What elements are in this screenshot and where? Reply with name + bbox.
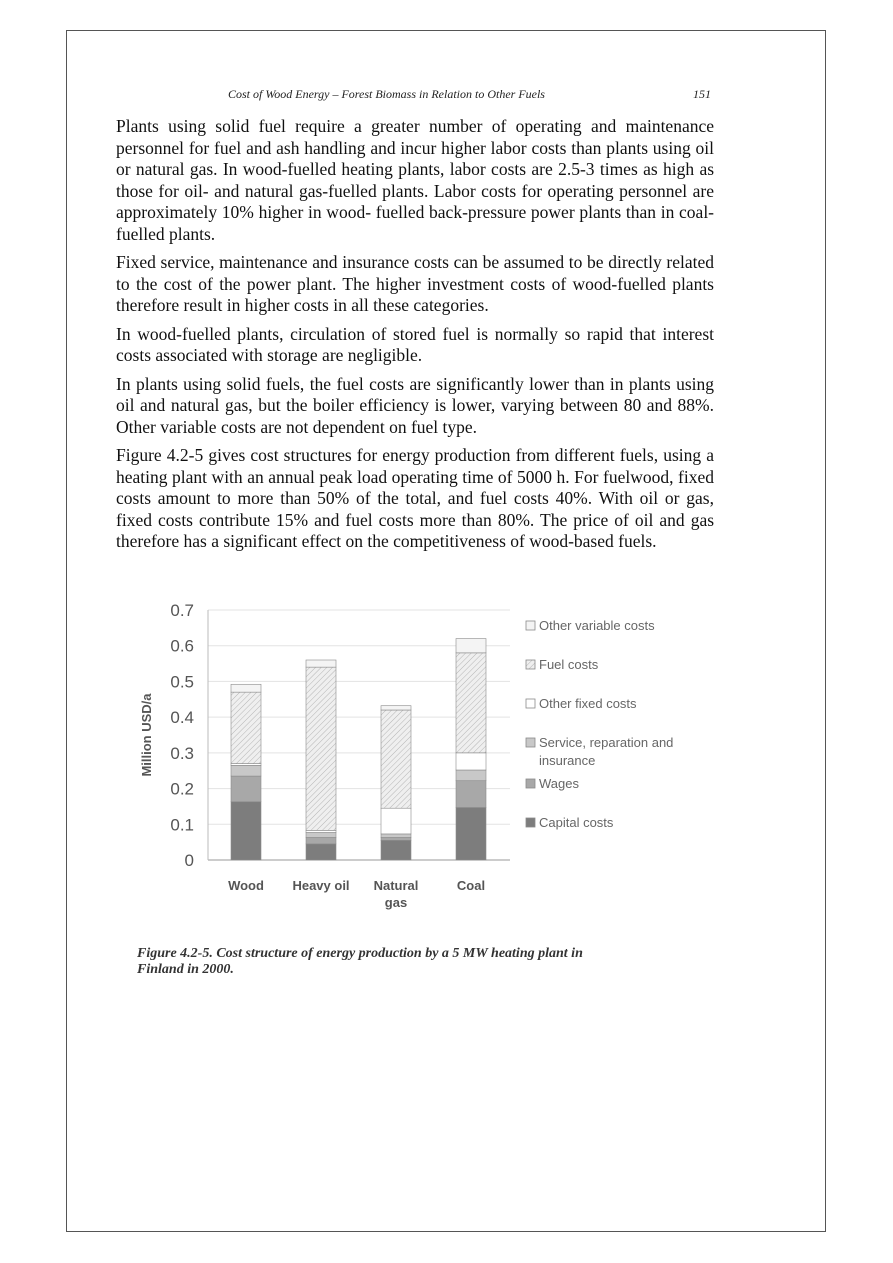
category-label: Wood: [228, 878, 264, 893]
text-line: Fixed service, maintenance and insurance costs can be assumed to be: [116, 252, 604, 272]
text-line: In wood-fuelled plants, circulation of stored fuel is normally so rapid that: [116, 323, 656, 344]
paragraph: [116, 324, 714, 367]
bar-segment: [456, 639, 486, 653]
legend-swatch: [526, 660, 535, 669]
category-label: Heavy oil: [292, 878, 350, 893]
y-tick-label: 0.5: [170, 672, 194, 692]
y-tick-label: 0.4: [170, 708, 194, 728]
paragraph: [116, 374, 714, 439]
bar-segment: [231, 765, 261, 776]
chart-svg: [130, 598, 700, 928]
text-line: than plants using oil or natural gas. In wood-fuelled heating plants, labor: [116, 137, 715, 179]
bar-segment: [381, 834, 411, 838]
text-line: between 80 and 88%. Other variable costs are not dependent on fuel type.: [116, 395, 714, 437]
bar-segment: [231, 776, 261, 802]
legend-swatch: [526, 621, 535, 630]
legend-label: Capital costs: [539, 815, 614, 830]
text-line: Plants using solid fuel require a greater number of operating and: [116, 116, 617, 136]
legend-label: Other fixed costs: [539, 696, 637, 711]
bar-segment: [381, 706, 411, 710]
category-label: Coal: [456, 878, 486, 893]
y-axis-label: Million USD/a: [139, 693, 154, 777]
bar-segment: [456, 770, 486, 781]
legend-label: Fuel costs: [539, 657, 599, 672]
category-label: gas: [384, 895, 408, 910]
bar-segment: [381, 808, 411, 834]
bar-segment: [381, 840, 411, 860]
text-line: wood-fuelled plants therefore result in higher costs in all these categories.: [116, 273, 714, 315]
legend-swatch: [526, 818, 535, 827]
bar-segment: [381, 710, 411, 808]
bar-segment: [456, 781, 486, 808]
bar-segment: [231, 692, 261, 763]
bar-segment: [306, 660, 336, 667]
bar-segment: [306, 844, 336, 860]
bar-segment: [306, 838, 336, 844]
y-tick-label: 0.1: [170, 815, 194, 835]
y-tick-label: 0.6: [170, 636, 194, 656]
text-line: In plants using solid fuels, the fuel costs are significantly lower than in: [116, 373, 624, 394]
y-tick-label: 0.2: [170, 779, 194, 799]
running-head-title: Cost of Wood Energy – Forest Biomass in Relation to Other Fuels: [228, 87, 545, 101]
text-line: 40%. With oil or gas, fixed costs contribute 15% and fuel costs more than: [116, 488, 714, 530]
y-tick-label: 0: [184, 851, 194, 870]
bar-segment: [306, 667, 336, 830]
legend-label: Service, reparation and: [539, 735, 674, 750]
y-tick-label: 0.7: [170, 601, 194, 620]
legend-swatch: [526, 779, 535, 788]
category-label: Natural: [373, 878, 419, 893]
bar-segment: [306, 833, 336, 838]
page-number: 151: [693, 87, 711, 101]
text-line: competitiveness of wood-based fuels.: [393, 531, 657, 551]
legend-swatch: [526, 738, 535, 747]
legend-swatch: [526, 699, 535, 708]
bar-segment: [456, 753, 486, 770]
text-line: fuelled back-pressure power plants than in coal-fuelled plants.: [116, 202, 715, 244]
text-line: interest costs associated with storage are negligible.: [116, 323, 714, 365]
text-line: costs are 2.5-3 times as high as those for oil- and natural gas-fuelled plants.: [116, 159, 715, 201]
cost-structure-chart: [130, 598, 700, 928]
text-line: directly related to the cost of the power plant. The higher investment costs of: [116, 252, 715, 294]
legend-label: Wages: [539, 776, 579, 791]
bar-segment: [231, 684, 261, 692]
body-text: [116, 116, 714, 560]
figure-caption: [137, 946, 697, 978]
y-tick-label: 0.3: [170, 743, 194, 763]
text-line: Figure 4.2-5 gives cost structures for energy production from different fuels,: [116, 445, 659, 465]
running-head: [114, 87, 714, 105]
bar-segment: [381, 838, 411, 841]
paragraph: [116, 252, 714, 317]
text-line: Labor costs for operating personnel are approximately 10% higher in wood-: [116, 180, 715, 222]
text-line: 80%. The price of oil and gas therefore has a significant effect on the: [116, 509, 715, 551]
text-line: fuelwood, fixed costs amount to more than 50% of the total, and fuel costs: [116, 466, 714, 508]
text-line: maintenance personnel for fuel and ash handling and incur higher labor costs: [116, 116, 715, 158]
legend-label: insurance: [539, 753, 596, 768]
bar-segment: [231, 802, 261, 860]
caption-line: Figure 4.2-5. Cost structure of energy production by a 5 MW heating plant in: [137, 946, 583, 961]
paragraph: [116, 116, 714, 245]
text-line: plants using oil and natural gas, but the boiler efficiency is lower, varying: [116, 373, 715, 415]
paragraph: [116, 445, 714, 553]
text-line: using a heating plant with an annual peak load operating time of 5000 h. For: [116, 445, 714, 487]
legend-label: Other variable costs: [539, 618, 655, 633]
bar-segment: [306, 830, 336, 832]
bar-segment: [456, 808, 486, 861]
bar-segment: [456, 653, 486, 753]
caption-line: Finland in 2000.: [137, 962, 234, 977]
